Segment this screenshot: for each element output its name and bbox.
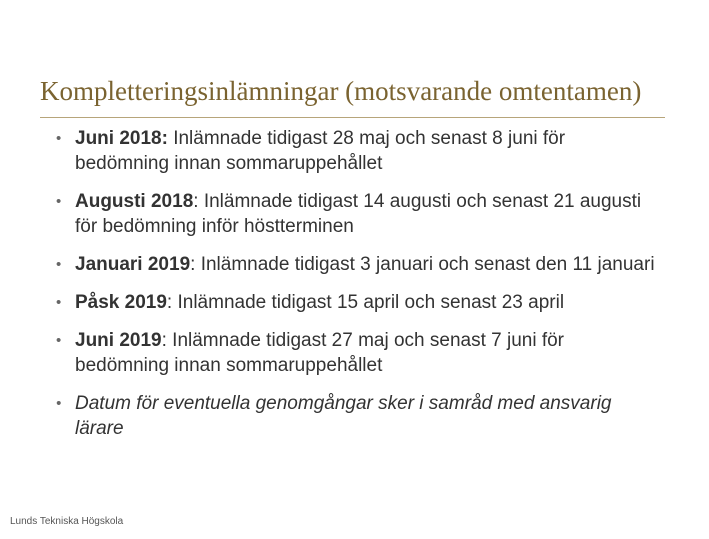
footer-institution: Lunds Tekniska Högskola — [10, 516, 124, 527]
bullet-text: : Inlämnade tidigast 27 maj och senast 7 juni för bedömning innan sommaruppehållet — [75, 330, 565, 376]
bullet-item-augusti-2018 — [56, 189, 656, 239]
bullet-marker: • — [56, 193, 62, 210]
bullet-marker: • — [56, 395, 62, 412]
bullet-item-juni-2019 — [56, 328, 656, 378]
bullet-lead: Januari 2019 — [75, 254, 191, 275]
bullet-item-pask-2019 — [56, 290, 656, 315]
bullet-list — [56, 126, 656, 454]
bullet-lead: Juni 2018: — [75, 128, 168, 149]
bullet-text: : Inlämnade tidigast 15 april och senast 23 april — [166, 292, 565, 313]
bullet-text: Inlämnade tidigast 28 maj och senast 8 juni för bedömning innan sommaruppehållet — [75, 128, 566, 174]
bullet-lead: Augusti 2018 — [75, 191, 194, 212]
bullet-marker: • — [56, 130, 62, 147]
bullet-lead: Påsk 2019 — [75, 292, 167, 313]
bullet-text: Datum för eventuella genomgångar sker i samråd med ansvarig lärare — [75, 393, 612, 439]
bullet-item-genomgangar — [56, 391, 656, 441]
bullet-marker: • — [56, 294, 62, 311]
bullet-marker: • — [56, 332, 62, 349]
bullet-lead: Juni 2019 — [75, 330, 162, 351]
bullet-text: : Inlämnade tidigast 14 augusti och senast 21 augusti för bedömning inför höstterminen — [75, 191, 642, 237]
title-divider — [40, 117, 665, 118]
slide-title: Kompletteringsinlämningar (motsvarande omtentamen) — [40, 76, 642, 106]
bullet-item-januari-2019 — [56, 252, 656, 277]
bullet-text: : Inlämnade tidigast 3 januari och senast den 11 januari — [190, 254, 655, 275]
bullet-marker: • — [56, 256, 62, 273]
bullet-item-juni-2018 — [56, 126, 656, 176]
